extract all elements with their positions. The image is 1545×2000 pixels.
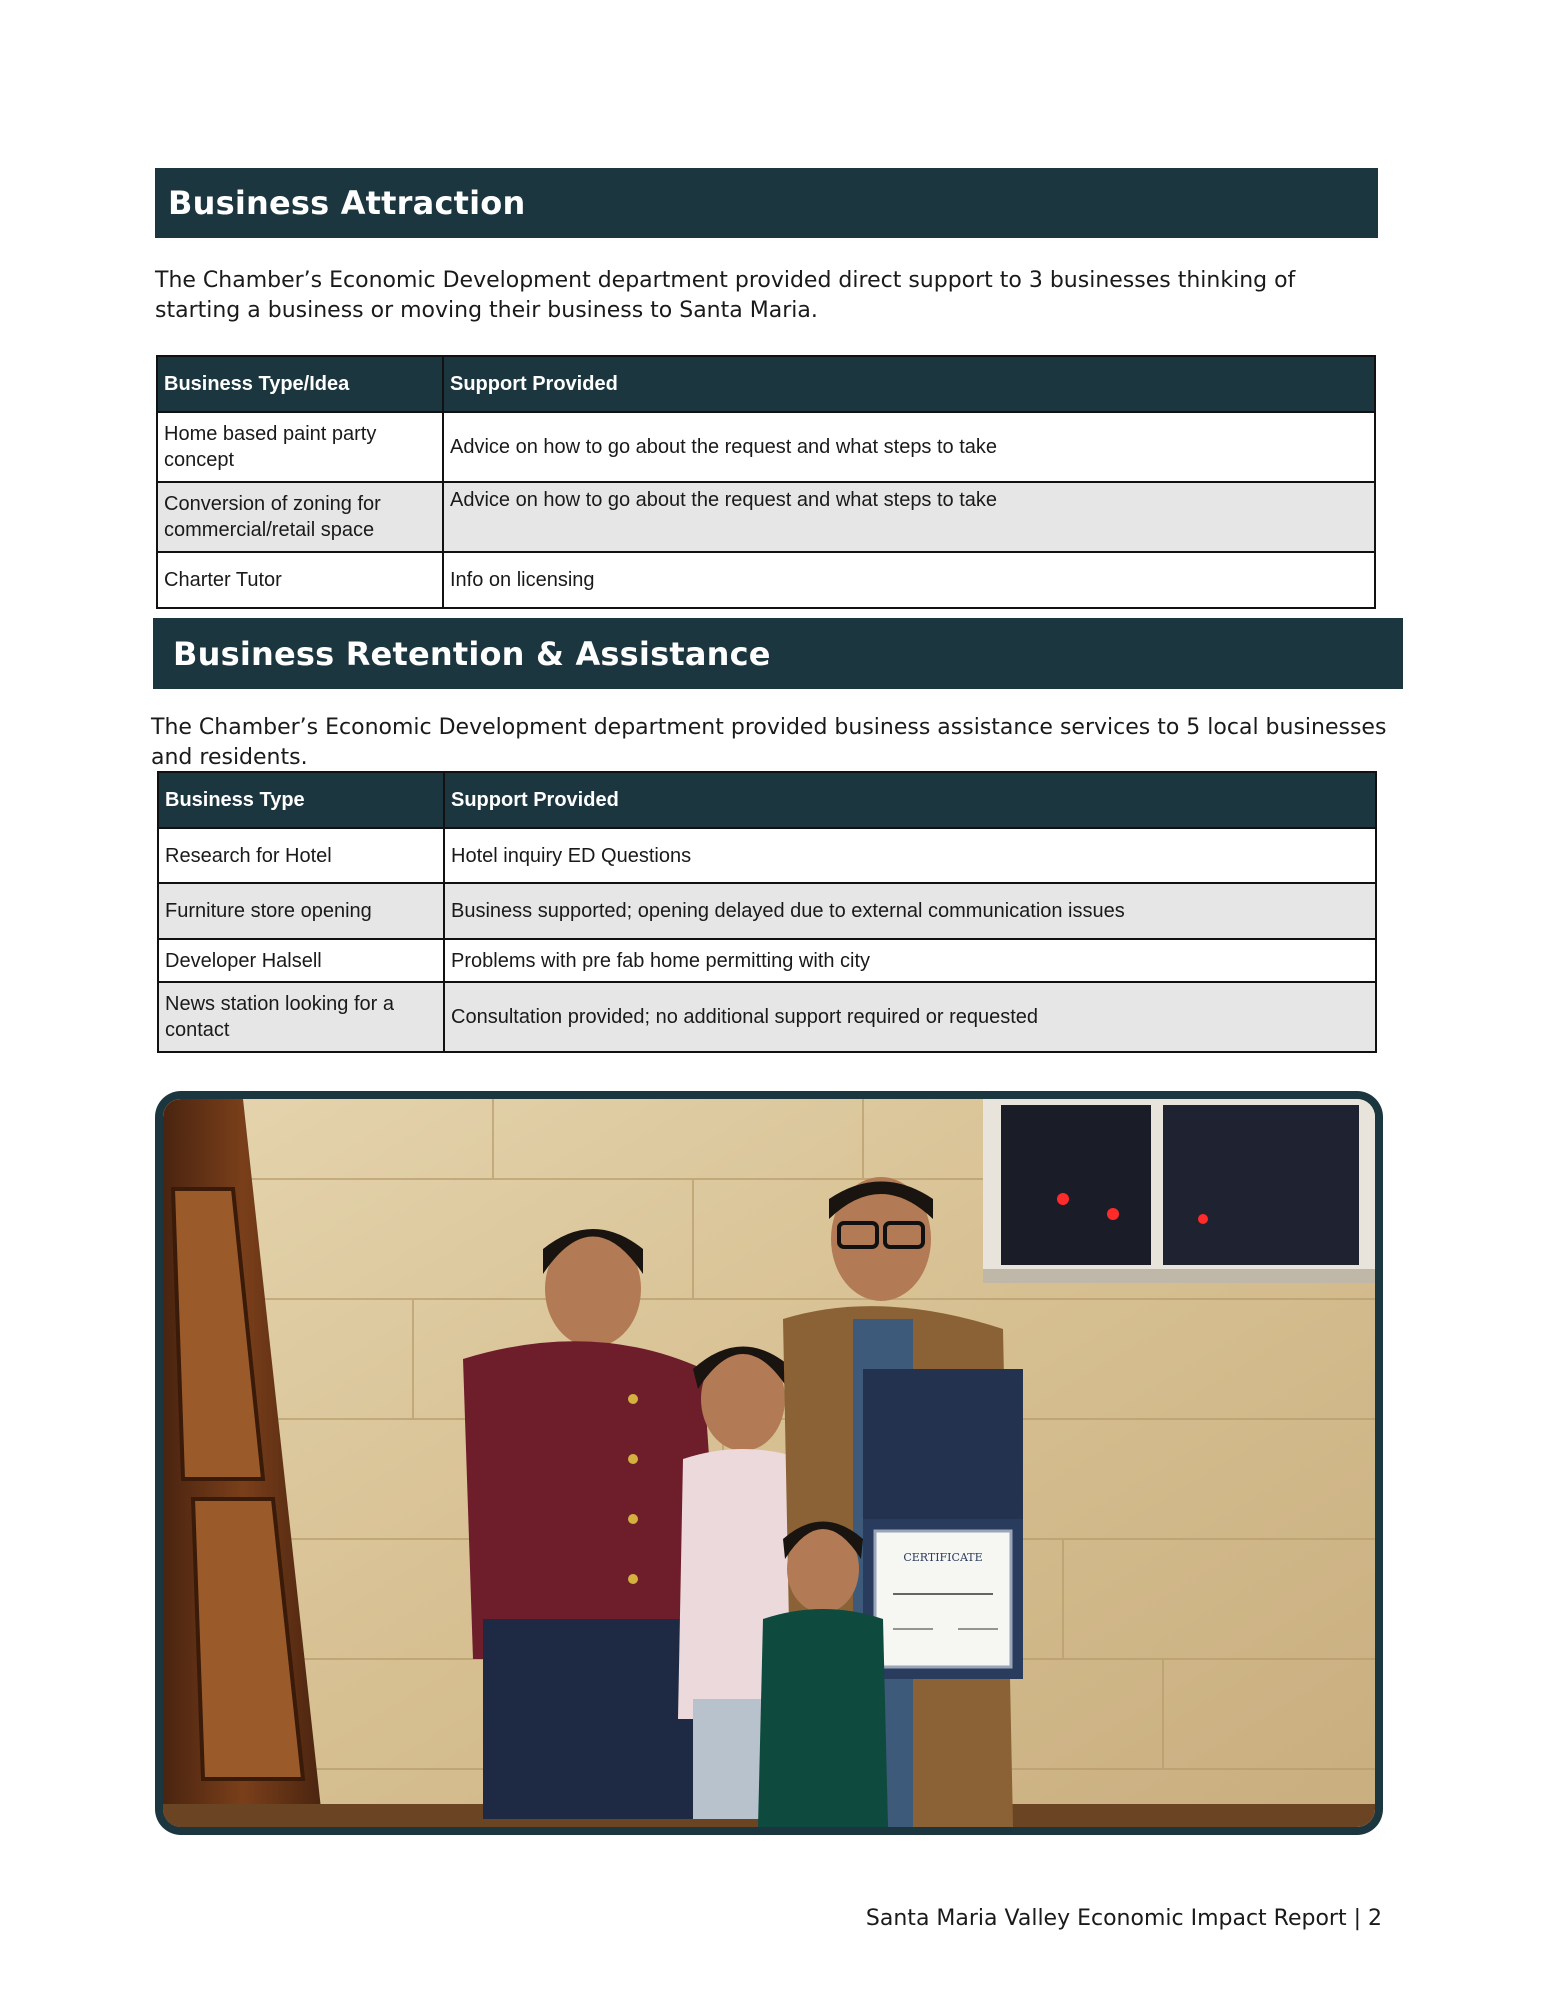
table-cell: Advice on how to go about the request and what steps to take (443, 482, 1375, 552)
table-header-cell: Support Provided (444, 772, 1376, 828)
table-row (157, 552, 1375, 608)
photo-frame (155, 1091, 1383, 1835)
table-cell: Conversion of zoning for commercial/retail space (157, 482, 443, 552)
certificate-title-text: CERTIFICATE (903, 1551, 983, 1564)
table-cell: Business supported; opening delayed due to external communication issues (444, 883, 1376, 939)
table-row (158, 883, 1376, 939)
table-cell: Research for Hotel (158, 828, 444, 883)
table-cell: Hotel inquiry ED Questions (444, 828, 1376, 883)
attraction-intro-paragraph: The Chamber’s Economic Development department provided direct support to 3 businesses thinking of starting a business or moving their business to Santa Maria. (155, 268, 1296, 323)
table-row (158, 828, 1376, 883)
table-header-cell: Support Provided (443, 356, 1375, 412)
table-row (158, 982, 1376, 1052)
retention-table (157, 771, 1377, 1053)
table-row (157, 412, 1375, 482)
table-header-row (157, 356, 1375, 412)
table-cell: Developer Halsell (158, 939, 444, 982)
table-header-row (158, 772, 1376, 828)
section-heading-business-retention (153, 618, 1403, 689)
section-heading-text: Business Retention & Assistance (173, 634, 771, 673)
retention-intro-paragraph: The Chamber’s Economic Development department provided business assistance services to 5 local businesses and residents. (151, 715, 1387, 770)
attraction-table (156, 355, 1376, 609)
table-cell: Furniture store opening (158, 883, 444, 939)
table-cell: Home based paint party concept (157, 412, 443, 482)
table-row (157, 482, 1375, 552)
photo-illustration (163, 1099, 1375, 1827)
table-cell: Info on licensing (443, 552, 1375, 608)
page-footer: Santa Maria Valley Economic Impact Report | 2 (865, 1906, 1382, 1931)
table-row (158, 939, 1376, 982)
table-header-cell: Business Type (158, 772, 444, 828)
table-cell: Problems with pre fab home permitting with city (444, 939, 1376, 982)
table-cell: Consultation provided; no additional support required or requested (444, 982, 1376, 1052)
section-heading-text: Business Attraction (168, 184, 526, 222)
family-certificate-photo (163, 1099, 1375, 1827)
table-header-cell: Business Type/Idea (157, 356, 443, 412)
table-cell: News station looking for a contact (158, 982, 444, 1052)
table-cell: Charter Tutor (157, 552, 443, 608)
table-cell: Advice on how to go about the request and what steps to take (443, 412, 1375, 482)
section-heading-business-attraction (155, 168, 1378, 238)
